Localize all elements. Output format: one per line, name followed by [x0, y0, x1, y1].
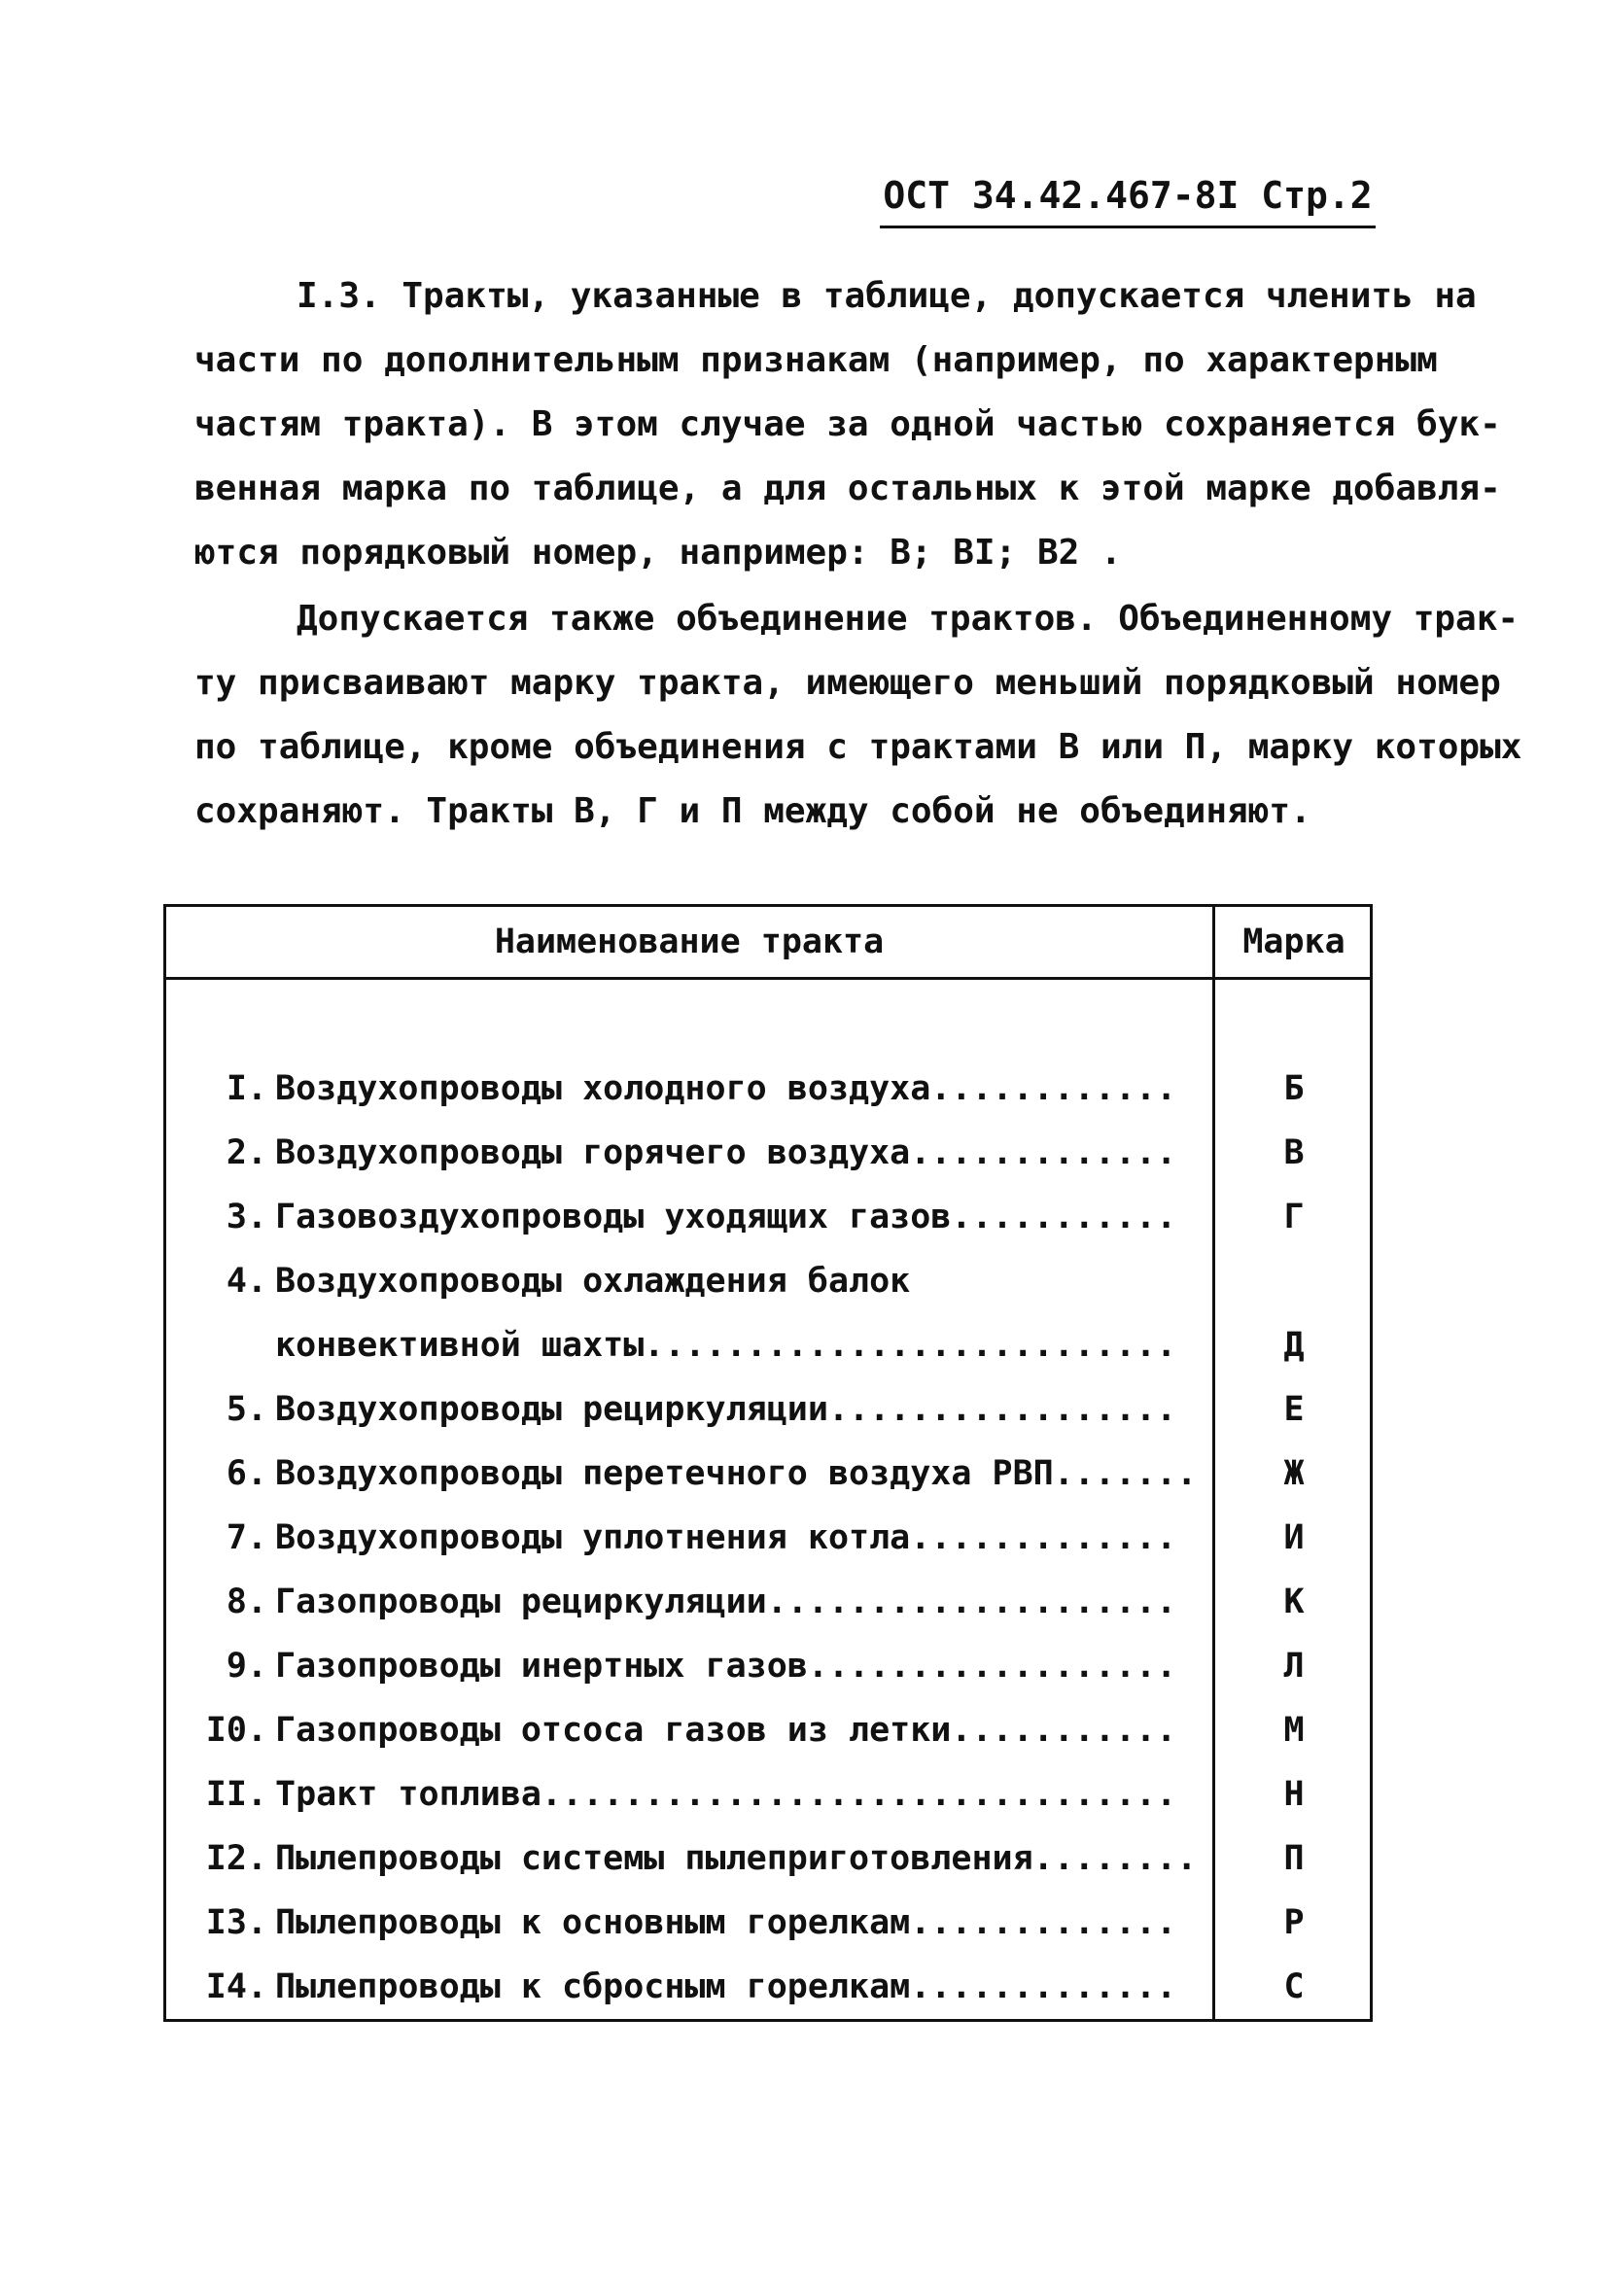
row-number: 8. — [226, 1583, 267, 1621]
paragraph-merging — [194, 587, 1522, 844]
paragraph-line: венная марка по таблице, а для остальных к этой марке добавля- — [194, 469, 1501, 508]
paragraph-1-3 — [194, 264, 1501, 585]
row-number: I4. — [205, 1967, 267, 2006]
row-name: Газовоздухопроводы уходящих газов........... — [275, 1198, 1177, 1236]
row-number: 6. — [226, 1454, 267, 1493]
paragraph-line: Допускается также объединение трактов. Объединенному трак- — [297, 599, 1520, 639]
row-name: Воздухопроводы рециркуляции................. — [275, 1390, 1177, 1429]
row-mark: Б — [1283, 1069, 1305, 1108]
row-number: I. — [226, 1069, 267, 1108]
paragraph-line: сохраняют. Тракты В, Г и П между собой не объединяют. — [194, 791, 1311, 831]
row-mark: Л — [1283, 1647, 1305, 1686]
table-row — [166, 1762, 1370, 1826]
paragraph-line: ту присваивают марку тракта, имеющего меньший порядковый номер — [194, 663, 1501, 703]
row-number: 7. — [226, 1518, 267, 1557]
table-row — [166, 1121, 1370, 1185]
row-number: I2. — [205, 1839, 267, 1878]
document-header: ОСТ 34.42.467-8I Стр.2 — [880, 165, 1376, 228]
paragraph-line: ются порядковый номер, например: В; ВI; В2 . — [194, 533, 1122, 573]
paragraph-line: частям тракта). В этом случае за одной частью сохраняется бук- — [194, 404, 1501, 444]
row-mark: М — [1283, 1711, 1305, 1750]
row-name: Воздухопроводы холодного воздуха............ — [275, 1069, 1177, 1108]
row-number: I3. — [205, 1903, 267, 1942]
table-body — [166, 1057, 1370, 2019]
table-row — [166, 1057, 1370, 1121]
table-row — [166, 1506, 1370, 1570]
row-name: Газопроводы рециркуляции.................... — [275, 1583, 1177, 1621]
row-name: конвективной шахты.......................... — [275, 1326, 1177, 1365]
column-header-name: Наименование тракта — [494, 922, 885, 961]
row-name: Воздухопроводы уплотнения котла............. — [275, 1518, 1177, 1557]
table-row — [166, 1185, 1370, 1249]
row-name: Газопроводы инертных газов.................. — [275, 1647, 1177, 1686]
row-mark: Н — [1283, 1775, 1305, 1814]
row-name: Газопроводы отсоса газов из летки........... — [275, 1711, 1177, 1750]
row-mark: В — [1283, 1133, 1305, 1172]
row-mark: Г — [1283, 1198, 1305, 1236]
table-row — [166, 1955, 1370, 2019]
row-name: Пылепроводы к сбросным горелкам............. — [275, 1967, 1177, 2006]
column-header-mark: Марка — [1242, 922, 1345, 961]
row-name: Пылепроводы к основным горелкам............. — [275, 1903, 1177, 1942]
row-mark: И — [1283, 1518, 1305, 1557]
table-row — [166, 1249, 1370, 1313]
table-row — [166, 1313, 1370, 1377]
table-row — [166, 1377, 1370, 1442]
row-number: II. — [205, 1775, 267, 1814]
paragraph-line: части по дополнительным признакам (например, по характерным — [194, 340, 1438, 380]
table-row — [166, 1442, 1370, 1506]
row-mark: Д — [1283, 1326, 1305, 1365]
row-mark: С — [1283, 1967, 1305, 2006]
row-number: 2. — [226, 1133, 267, 1172]
table-row — [166, 1570, 1370, 1634]
row-number: 4. — [226, 1262, 267, 1301]
table-row — [166, 1891, 1370, 1955]
row-number: I0. — [205, 1711, 267, 1750]
row-name: Воздухопроводы горячего воздуха............. — [275, 1133, 1177, 1172]
row-mark: Ж — [1283, 1454, 1305, 1493]
row-mark: П — [1283, 1839, 1305, 1878]
header-divider — [166, 977, 1370, 980]
row-number: 3. — [226, 1198, 267, 1236]
paragraph-line: по таблице, кроме объединения с трактами В или П, марку которых — [194, 727, 1522, 767]
row-name: Воздухопроводы перетечного воздуха РВП....... — [275, 1454, 1198, 1493]
row-mark: Е — [1283, 1390, 1305, 1429]
tract-table — [163, 904, 1373, 2022]
row-name: Пылепроводы системы пылеприготовления........ — [275, 1839, 1198, 1878]
paragraph-line: I.3. Тракты, указанные в таблице, допускается членить на — [297, 276, 1477, 316]
row-name: Тракт топлива............................... — [275, 1775, 1177, 1814]
row-name: Воздухопроводы охлаждения балок — [275, 1262, 911, 1301]
row-number: 9. — [226, 1647, 267, 1686]
table-row — [166, 1634, 1370, 1698]
row-number: 5. — [226, 1390, 267, 1429]
table-row — [166, 1698, 1370, 1762]
row-mark: Р — [1283, 1903, 1305, 1942]
table-row — [166, 1826, 1370, 1891]
row-mark: К — [1283, 1583, 1305, 1621]
